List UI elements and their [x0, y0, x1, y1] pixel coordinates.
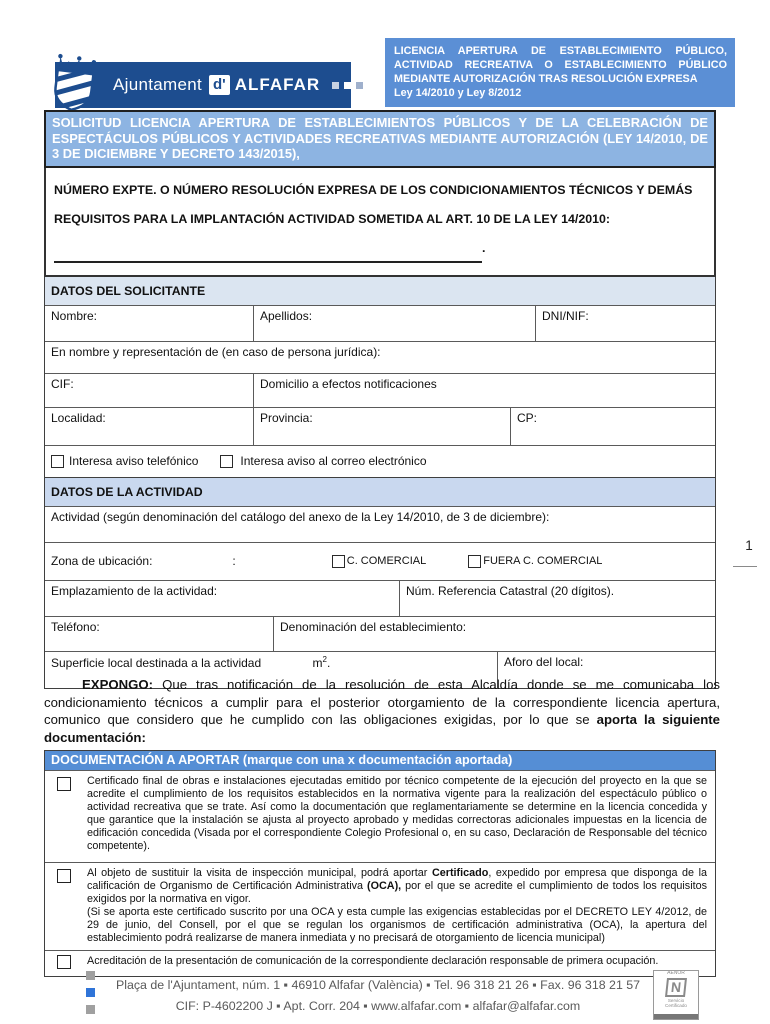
referencia-label: Núm. Referencia Catastral (20 dígitos).: [406, 583, 615, 598]
field-cif[interactable]: [45, 374, 254, 407]
aviso-correo-label: Interesa aviso al correo electrónico: [240, 454, 427, 469]
aenor-certification-logo: AENOR N Servicio Certificado: [653, 970, 699, 1020]
representacion-label: En nombre y representación de (en caso de persona jurídica):: [51, 344, 381, 359]
field-domicilio[interactable]: [254, 374, 715, 407]
field-representacion[interactable]: [45, 342, 715, 373]
logo-ajuntament-label: Ajuntament: [113, 75, 202, 94]
footer-squares-icon: [86, 971, 95, 1022]
aenor-n-icon: N: [665, 978, 687, 997]
field-referencia-catastral[interactable]: [400, 581, 715, 616]
cif-label: CIF:: [51, 376, 74, 391]
telefono-label: Teléfono:: [51, 619, 100, 634]
comercial-label: C. COMERCIAL: [346, 555, 427, 568]
actividad-table: [44, 478, 716, 689]
field-telefono[interactable]: [45, 617, 274, 651]
footer-line1: Plaça de l'Ajuntament, núm. 1 ▪ 46910 Alfafar (València) ▪ Tel. 96 318 21 26 ▪ Fax. 96 318 21 57: [115, 978, 641, 992]
solicitante-table: [44, 277, 716, 478]
aforo-label: Aforo del local:: [504, 654, 584, 669]
documentacion-table: [44, 750, 716, 977]
cp-label: CP:: [517, 410, 538, 425]
field-emplazamiento[interactable]: [45, 581, 400, 616]
expediente-label: NÚMERO EXPTE. O NÚMERO RESOLUCIÓN EXPRESA DE LOS CONDICIONAMIENTOS TÉCNICOS Y DEMÁS REQUISITOS PARA LA IMPLANTACIÓN ACTIVIDAD SOMETIDA AL ART. 10 DE LA LEY 14/2010:: [54, 182, 693, 226]
license-type-text: LICENCIA APERTURA DE ESTABLECIMIENTO PÚBLICO, ACTIVIDAD RECREATIVA O ESTABLECIMIENTO PÚBLICO MEDIANTE AUTORIZACIÓN TRAS RESOLUCIÓN EXPRESA: [394, 45, 727, 85]
zona-label: Zona de ubicación:: [51, 554, 153, 569]
field-cp[interactable]: [511, 408, 715, 445]
comercial-checkbox[interactable]: [332, 555, 345, 568]
documentacion-header: DOCUMENTACIÓN A APORTAR (marque con una x documentación aportada): [45, 751, 715, 770]
license-type-box: [385, 38, 735, 107]
aenor-label: AENOR: [667, 970, 685, 976]
doc-item-3-checkbox[interactable]: [57, 955, 71, 969]
expongo-bold-tail: aporta la siguiente documentación:: [44, 712, 720, 745]
aviso-correo-checkbox[interactable]: [220, 455, 233, 468]
fuera-comercial-label: FUERA C. COMERCIAL: [483, 555, 603, 568]
field-zona: [45, 543, 715, 580]
superficie-label: Superficie local destinada a la actividad: [51, 655, 262, 670]
denominacion-label: Denominación del establecimiento:: [280, 619, 467, 634]
superficie-unit: $m^2$.: [312, 654, 331, 670]
zona-colon: :: [232, 554, 236, 569]
apellidos-label: Apellidos:: [260, 308, 313, 323]
field-actividad[interactable]: [45, 507, 715, 542]
logo-d-label: d': [209, 75, 230, 95]
aviso-telefonico-label: Interesa aviso telefónico: [69, 454, 199, 469]
field-apellidos[interactable]: [254, 306, 536, 341]
doc-item-2-checkbox[interactable]: [57, 869, 71, 883]
expediente-dot: .: [482, 240, 486, 255]
aviso-telefonico-checkbox[interactable]: [51, 455, 64, 468]
logo-squares-icon: [332, 82, 363, 89]
domicilio-label: Domicilio a efectos notificaciones: [260, 376, 437, 391]
dni-label: DNI/NIF:: [542, 308, 589, 323]
alfafar-crest-icon: [43, 52, 105, 118]
field-localidad[interactable]: [45, 408, 254, 445]
license-law-text: Ley 14/2010 y Ley 8/2012: [394, 87, 522, 99]
localidad-label: Localidad:: [51, 410, 106, 425]
footer-address: [104, 975, 652, 1017]
doc-item-1-text: Certificado final de obras e instalaciones ejecutadas emitido por técnico competente de la ejecución del proyecto en la que se acredite el cumplimiento de los requisitos establecidos en la normativa vigente para la realización del espectáculo público o actividad recreativa que se trate. Así como la documentación que reglamentariamente se determine en la licencia concedida y que garantice que la instalación se ajusta al proyecto aprobado y medidas correctoras adicionales impuestas en la licencia de edificación concedida (Visada por el correspondiente Colegio Profesional o, en su caso, Declaración de Responsable del técnico competente).: [87, 775, 707, 852]
expediente-input-line[interactable]: [54, 249, 482, 263]
page-number-underline: [733, 566, 757, 567]
field-nombre[interactable]: [45, 306, 254, 341]
field-denominacion[interactable]: [274, 617, 715, 651]
expongo-lead: EXPONGO:: [82, 677, 154, 692]
ajuntament-logo: [55, 62, 351, 108]
doc-item-3-text: Acreditación de la presentación de comunicación de la correspondiente declaración responsable de primera ocupación.: [87, 955, 659, 968]
field-dni[interactable]: [536, 306, 715, 341]
footer-line2: CIF: P-4602200 J ▪ Apt. Corr. 204 ▪ www.alfafar.com ▪ alfafar@alfafar.com: [175, 999, 581, 1013]
solicitante-section-header: DATOS DEL SOLICITANTE: [45, 277, 715, 305]
doc-item-2-text: Al objeto de sustituir la visita de inspección municipal, podrá aportar Certificado, expedido por empresa que disponga de la calificación de Organismo de Certificación Administrativa (OCA), por el que se acredite el cumplimiento de todos los requisitos exigidos por la normativa en vigor. (Si se aporta este certificado suscrito por una OCA y esta cumple las exigencias establecidas por el DECRETO LEY 4/2012, de 29 de junio, del Consell, por el que se regulan los organismos de certificación administrativa (OCA), la apertura del establecimiento podrá realizarse de manera inmediata y no precisará de otorgamiento de licencia municipal): [87, 867, 708, 944]
doc-item-1-checkbox[interactable]: [57, 777, 71, 791]
expongo-body: Que tras notificación de la resolución de esta Alcaldía donde se me comunicaba los condicionamiento técnicos a cumplir para el posterior otorgamiento de la correspondiente licencia apertura, comunico que considero que he cumplido con las obligaciones exigidas, por lo que se: [44, 677, 720, 728]
actividad-section-header: DATOS DE LA ACTIVIDAD: [45, 478, 715, 506]
page-number: 1: [745, 538, 753, 553]
expongo-paragraph: [44, 676, 720, 746]
provincia-label: Provincia:: [260, 410, 313, 425]
emplazamiento-label: Emplazamiento de la actividad:: [51, 583, 218, 598]
actividad-label: Actividad (según denominación del catálogo del anexo de la Ley 14/2010, de 3 de diciembre):: [51, 509, 550, 524]
field-provincia[interactable]: [254, 408, 511, 445]
nombre-label: Nombre:: [51, 308, 98, 323]
expediente-block: [44, 168, 716, 277]
form-title: SOLICITUD LICENCIA APERTURA DE ESTABLECIMIENTOS PÚBLICOS Y DE LA CELEBRACIÓN DE ESPECTÁCULOS PÚBLICOS Y ACTIVIDADES RECREATIVAS MEDIANTE AUTORIZACIÓN (LEY 14/2010, DE 3 DE DICIEMBRE Y DECRETO 143/2015),: [44, 110, 716, 168]
fuera-comercial-checkbox[interactable]: [468, 555, 481, 568]
logo-alfafar-label: ALFAFAR: [234, 75, 321, 94]
